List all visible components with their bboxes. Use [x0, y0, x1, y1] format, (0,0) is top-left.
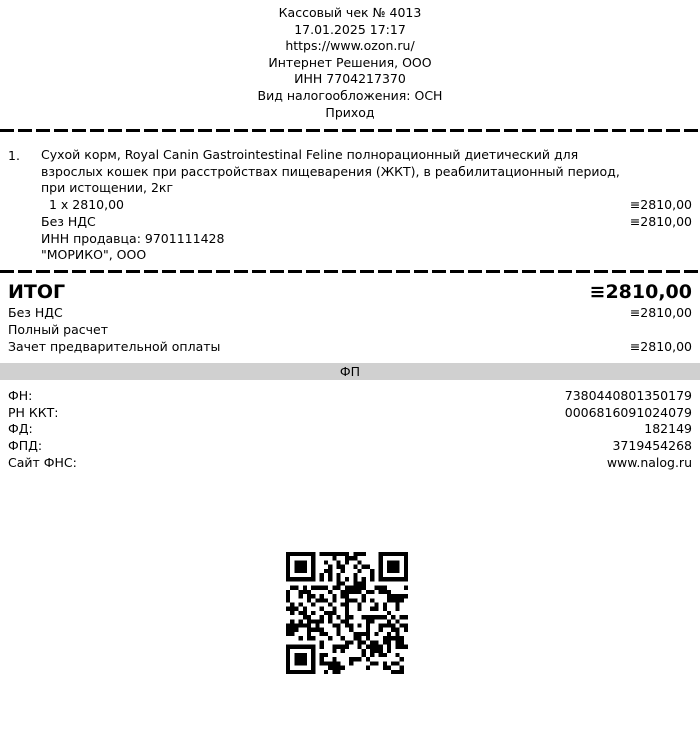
fd-value: 182149	[644, 421, 692, 436]
total-vat-label: Без НДС	[8, 305, 63, 320]
prepay-value: ≡2810,00	[629, 339, 692, 354]
item-qty-row	[49, 196, 692, 213]
fp-section-bar: ФП	[0, 363, 700, 380]
fn-label: ФН:	[8, 388, 33, 403]
company-name: Интернет Решения, ООО	[268, 54, 432, 70]
item-name: Сухой корм, Royal Canin Gastrointestinal Feline полнорационный диетический для взрослых кошек при расстройствах пищеварения (ЖКТ), в реабилитационный период, при истощении, 2кг	[41, 147, 620, 195]
fn-row	[8, 387, 692, 404]
total-vat-value: ≡2810,00	[629, 305, 692, 320]
divider-middle	[0, 270, 700, 273]
fd-label: ФД:	[8, 421, 33, 436]
rn-value: 0006816091024079	[564, 405, 692, 420]
payment-type-row	[8, 321, 692, 338]
divider-top	[0, 129, 700, 132]
prepay-row	[8, 338, 692, 355]
check-datetime: 17.01.2025 17:17	[294, 21, 406, 37]
fns-value: www.nalog.ru	[606, 455, 692, 470]
fns-row	[8, 454, 692, 471]
total-row	[8, 281, 692, 303]
item-vat-row	[41, 213, 692, 230]
payment-type: Полный расчет	[8, 322, 108, 337]
tax-system: Вид налогообложения: ОСН	[257, 87, 443, 103]
site-url: https://www.ozon.ru/	[285, 38, 415, 54]
item-vat-value: ≡2810,00	[629, 214, 692, 229]
item-number: 1.	[8, 148, 20, 163]
operation-type: Приход	[325, 104, 375, 120]
check-title: Кассовый чек № 4013	[278, 5, 422, 20]
company-inn: ИНН 7704217370	[294, 71, 406, 87]
fpd-row	[8, 437, 692, 454]
total-label: ИТОГ	[8, 281, 66, 303]
total-vat-row	[8, 304, 692, 321]
fd-row	[8, 420, 692, 437]
fpd-value: 3719454268	[612, 438, 692, 453]
item-line-total: ≡2810,00	[629, 197, 692, 212]
fn-value: 7380440801350179	[564, 388, 692, 403]
rn-label: РН ККТ:	[8, 405, 59, 420]
seller-name: "МОРИКО", ООО	[41, 247, 147, 262]
receipt-header	[0, 0, 700, 121]
seller-name-row	[41, 246, 692, 263]
prepay-label: Зачет предварительной оплаты	[8, 339, 221, 354]
seller-inn-row	[41, 230, 692, 247]
seller-inn: ИНН продавца: 9701111428	[41, 231, 225, 246]
qr-code-icon	[286, 552, 408, 674]
total-value: ≡2810,00	[589, 281, 692, 303]
rn-row	[8, 404, 692, 421]
fns-label: Сайт ФНС:	[8, 455, 77, 470]
fpd-label: ФПД:	[8, 438, 43, 453]
item-vat-label: Без НДС	[41, 214, 96, 229]
item-qty-price: 1 x 2810,00	[49, 197, 124, 212]
